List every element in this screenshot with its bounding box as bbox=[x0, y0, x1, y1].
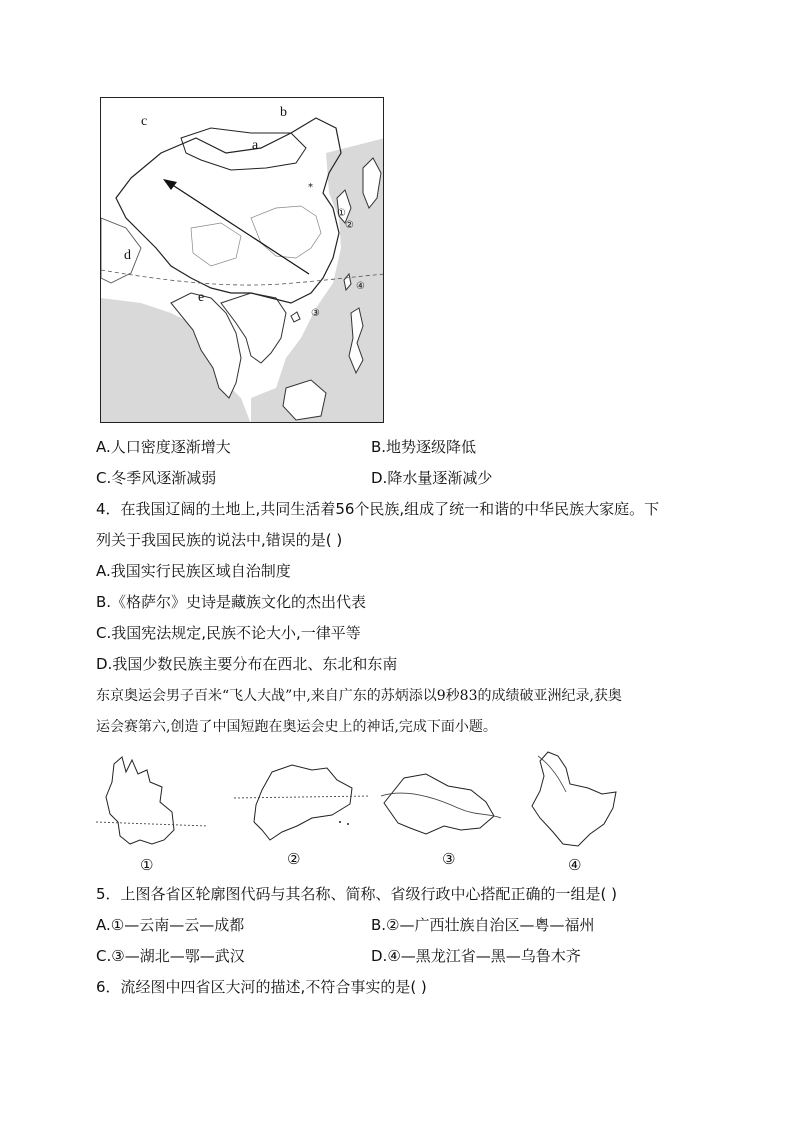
map-marker-2: ② bbox=[345, 220, 354, 231]
map-label-a: a bbox=[252, 138, 259, 153]
province-label-1: ① bbox=[140, 856, 154, 874]
q5-option-d: D.④—黑龙江省—黑—乌鲁木齐 bbox=[371, 947, 581, 965]
q3-option-b: B.地势逐级降低 bbox=[371, 438, 477, 456]
q4-option-a: A.我国实行民族区域自治制度 bbox=[96, 562, 291, 580]
q5-option-c: C.③—湖北—鄂—武汉 bbox=[96, 947, 245, 965]
province-outline-2 bbox=[232, 760, 372, 850]
map-marker-4: ④ bbox=[356, 281, 365, 292]
q3-option-d: D.降水量逐渐减少 bbox=[371, 469, 493, 487]
province-label-4: ④ bbox=[568, 856, 582, 874]
q3-option-a: A.人口密度逐渐增大 bbox=[96, 438, 231, 456]
province-outline-3 bbox=[376, 768, 506, 848]
q3-option-c: C.冬季风逐渐减弱 bbox=[96, 469, 217, 487]
q5-option-b: B.②—广西壮族自治区—粤—福州 bbox=[371, 916, 595, 934]
intro-line1: 东京奥运会男子百米“飞人大战”中,来自广东的苏炳添以9秒83的成绩破亚洲纪录,获奥 bbox=[96, 688, 622, 704]
q5-option-a: A.①—云南—云—成都 bbox=[96, 916, 245, 934]
map-label-b: b bbox=[280, 105, 287, 120]
q4-stem-line2: 列关于我国民族的说法中,错误的是( ) bbox=[96, 531, 343, 549]
map-label-c: c bbox=[141, 114, 148, 129]
map-label-e: e bbox=[198, 290, 205, 305]
province-label-3: ③ bbox=[442, 850, 456, 868]
q5-stem: 5．上图各省区轮廓图代码与其名称、简称、省级行政中心搭配正确的一组是( ) bbox=[96, 885, 618, 903]
map-label-d: d bbox=[124, 248, 131, 263]
province-outline-1 bbox=[92, 752, 212, 852]
q4-option-d: D.我国少数民族主要分布在西北、东北和东南 bbox=[96, 655, 398, 673]
province-outline-4 bbox=[518, 746, 628, 856]
intro-line2: 运会赛第六,创造了中国短跑在奥运会史上的神话,完成下面小题。 bbox=[96, 719, 497, 735]
q4-stem-line1: 4．在我国辽阔的土地上,共同生活着56个民族,组成了统一和谐的中华民族大家庭。下 bbox=[96, 500, 660, 518]
q6-stem: 6．流经图中四省区大河的描述,不符合事实的是( ) bbox=[96, 978, 427, 996]
svg-text:*: * bbox=[308, 182, 313, 193]
q4-option-c: C.我国宪法规定,民族不论大小,一律平等 bbox=[96, 624, 361, 642]
asia-map bbox=[100, 97, 384, 423]
asia-map-drawing bbox=[101, 98, 384, 423]
q4-option-b: B.《格萨尔》史诗是藏族文化的杰出代表 bbox=[96, 593, 367, 611]
map-marker-1: ① bbox=[337, 208, 346, 219]
province-label-2: ② bbox=[287, 850, 301, 868]
map-marker-3: ③ bbox=[311, 308, 320, 319]
